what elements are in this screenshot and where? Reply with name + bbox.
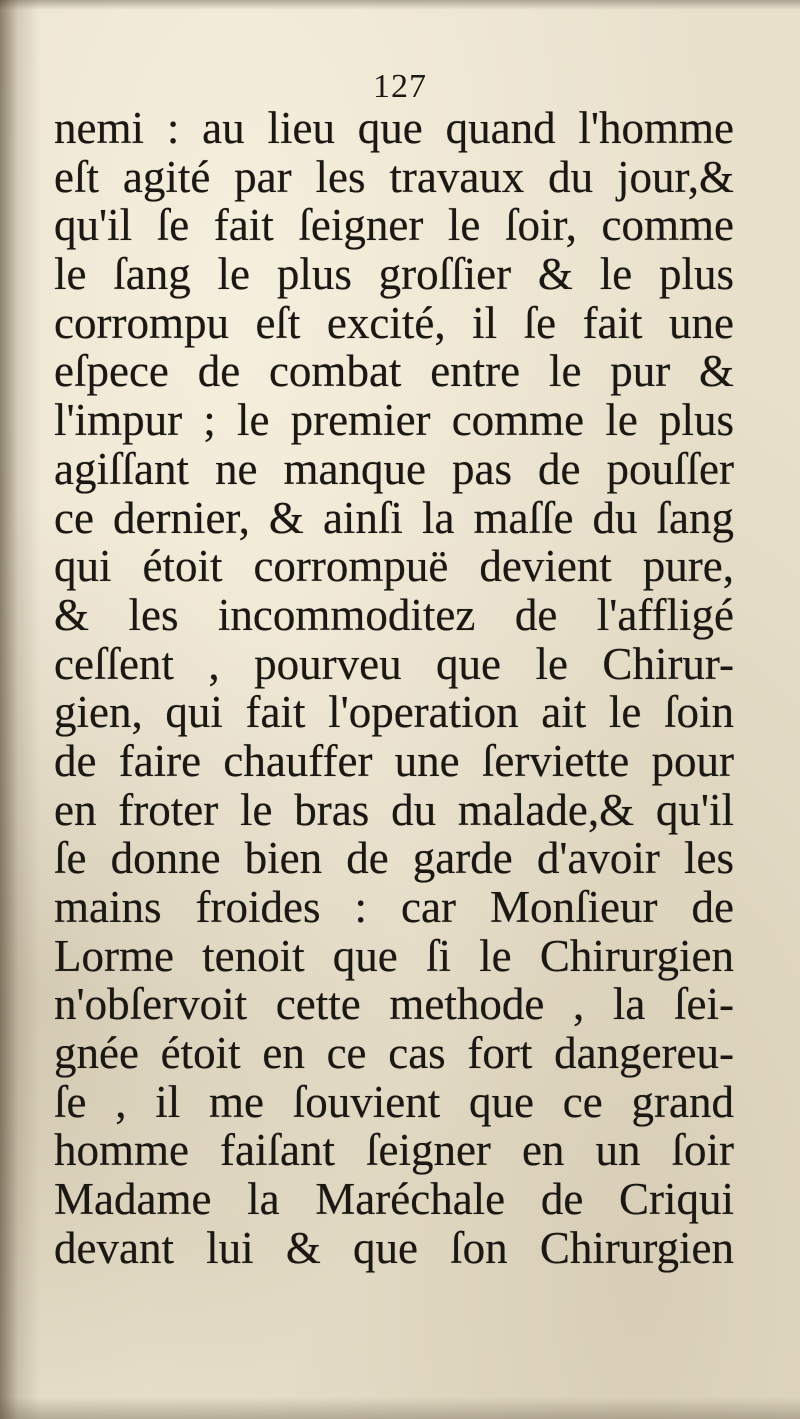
text-line: qu'il ſe fait ſeigner le ſoir, comme	[54, 200, 734, 251]
text-line: eſpece de combat entre le pur &	[54, 346, 734, 397]
text-line: ce dernier, & ainſi la maſſe du ſang	[54, 492, 734, 543]
text-line: gnée étoit en ce cas fort dangereu-	[54, 1028, 734, 1079]
text-line: qui étoit corrompuë devient pure,	[54, 541, 734, 592]
text-line: & les incommoditez de l'affligé	[54, 589, 734, 640]
page-number: 127	[373, 68, 427, 105]
text-line: mains froides : car Monſieur de	[54, 882, 734, 932]
text-line: agiſſant ne manque pas de pouſſer	[54, 443, 734, 494]
text-line: homme faiſant ſeigner en un ſoir	[54, 1125, 734, 1176]
body-text	[54, 104, 734, 1273]
text-line: eſt agité par les travaux du jour,&	[54, 151, 734, 202]
text-line: n'obſervoit cette methode , la ſei-	[54, 979, 734, 1030]
text-line: Lorme tenoit que ſi le Chirurgien	[54, 930, 734, 981]
text-line: gien, qui fait l'operation ait le ſoin	[54, 687, 734, 738]
text-line: en froter le bras du malade,& qu'il	[54, 784, 734, 835]
text-line: l'impur ; le premier comme le plus	[54, 395, 734, 446]
text-line: le ſang le plus groſſier & le plus	[54, 249, 734, 300]
binding-gutter-shadow	[0, 0, 40, 1419]
text-line: devant lui & que ſon Chirurgien	[54, 1222, 734, 1273]
text-line: ſe donne bien de garde d'avoir les	[54, 833, 734, 884]
text-line: nemi : au lieu que quand l'homme	[54, 103, 734, 153]
text-line: de faire chauffer une ſerviette pour	[54, 735, 734, 786]
page-top-edge	[0, 0, 800, 10]
text-line: ceſſent , pourveu que le Chirur-	[54, 638, 734, 689]
text-line: corrompu eſt excité, il ſe fait une	[54, 297, 734, 348]
page-bottom-edge	[0, 1397, 800, 1419]
text-line: Madame la Maréchale de Criqui	[54, 1174, 734, 1225]
text-line: ſe , il me ſouvient que ce grand	[54, 1076, 734, 1127]
